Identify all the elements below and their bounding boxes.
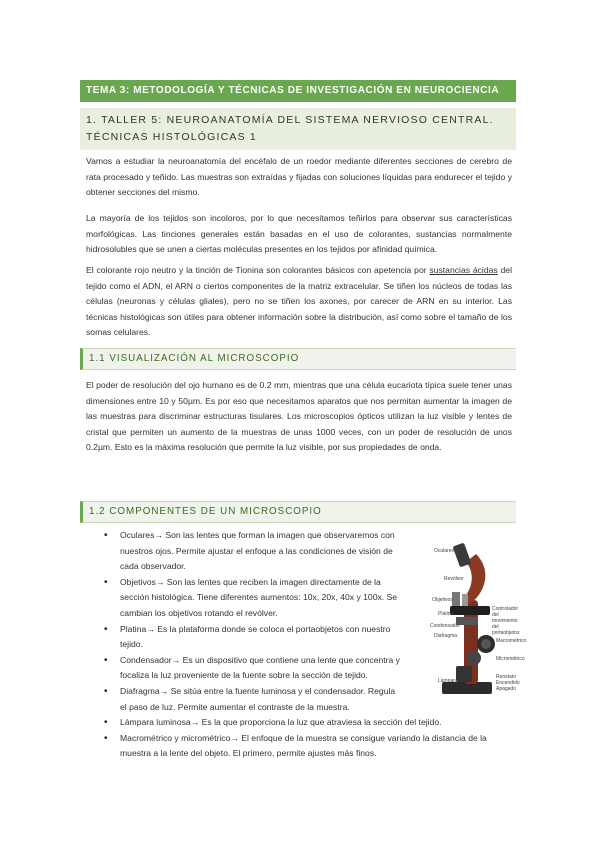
microscope-figure [412,540,527,700]
intro-paragraph-3-end: del tejido como el ADN, el ARN o ciertos componentes de la matriz extracelular. Se tiñen los núcleos de todas las células (neuronas y células gliales), pero no se tiñen los axones, por carecer de ARN en su interior. Las técnicas histológicas son útiles para obtener información sobre la distribución, así como sobre el tamaño de los somas celulares. [86,265,513,338]
list-item: • Oculares→ Son las lentes que forman la imagen que observaremos con nuestros ojos. Permite ajustar el enfoque a las condiciones de visión de cada observador. [104,528,400,575]
list-item: • Lámpara luminosa→ Es la que proporciona la luz que atraviesa la sección del tejido. [104,715,512,731]
list-item: • Platina→ Es la plataforma donde se coloca el portaobjetos con nuestro tejido. [104,622,400,653]
figure-label: Platina [438,611,454,617]
figure-label: Macrométrico [496,638,527,644]
figure-label: Objetivos [432,597,453,603]
figure-label: Condensador [430,623,461,629]
visualizacion-paragraph: El poder de resolución del ojo humano es de 0.2 mm, mientras que una célula eucariota típica suele tener unas dimensiones entre 10 y 50µm. Es por eso que necesitamos aparatos que nos permitan aumentar la imagen de las muestras para discriminar estructuras tisulares. Los microscopios ópticos utilizan la luz visible y lentes de cristal que permiten un aumento de la muestras de unas 1000 veces, con un poder de resolución de unos 0.2µm. Esto es la máxima resolución que permite la luz visible, por sus propiedades de onda. [86,380,512,453]
list-item: • Condensador→ Es un dispositivo que contiene una lente que concentra y focaliza la luz proveniente de la fuente sobre la sección de tejido. [104,653,400,684]
figure-label: Reostato Encendido Apagado [496,674,520,692]
workshop-heading: 1. TALLER 5: NEUROANATOMÍA DEL SISTEMA NERVIOSO CENTRAL. TÉCNICAS HISTOLÓGICAS 1 [80,108,516,150]
section-heading-visualizacion: 1.1 VISUALIZACIÓN AL MICROSCOPIO [80,348,516,370]
list-item: • Diafragma→ Se sitúa entre la fuente luminosa y el condensador. Regula el paso de luz. Permite aumentar el contraste de la muestra. [104,684,400,715]
figure-label: Revólver [444,576,464,582]
intro-paragraph-3-start: El colorante rojo neutro y la tinción de Tionina son colorantes básicos con apetencia por [86,265,430,275]
intro-paragraph-3 [86,263,512,341]
figure-label: Diafragma [434,633,458,639]
figure-label: Lámpara [438,678,458,684]
underlined-term: sustancias ácidas [429,265,498,275]
figure-label: Controlador del movimiento del portaobjetos [492,606,520,636]
list-item: • Objetivos→ Son las lentes que reciben la imagen directamente de la sección histológica. Tiene diferentes aumentos: 10x, 20x, 40x y 100x. Se cambian los objetivos rotando el revólver. [104,575,400,622]
intro-paragraph-1: Vamos a estudiar la neuroanatomía del encéfalo de un roedor mediante diferentes secciones de cerebro de rata procesado y teñido. Las muestras son extraídas y fijadas con soluciones líquidas para endurecer el tejido y obtener secciones del mismo. [86,156,512,198]
section-heading-componentes: 1.2 COMPONENTES DE UN MICROSCOPIO [80,501,516,523]
figure-label: Oculares [434,548,455,554]
intro-paragraph-2: La mayoría de los tejidos son incoloros, por lo que necesitamos teñirlos para observar sus características morfológicas. Las tinciones generales están basadas en el uso de colorantes, sustancias normalmente hidrosolubles que se unen a ciertas moléculas presentes en los tejidos por afinidad química. [86,213,512,255]
figure-label: Micrométrico [496,656,525,662]
list-item: • Macrométrico y micrométrico→ El enfoque de la muestra se consigue variando la distancia de la muestra a la lente del objeto. El primero, permite ajustes más finos. [104,731,512,762]
chapter-heading: TEMA 3: METODOLOGÍA Y TÉCNICAS DE INVESTIGACIÓN EN NEUROCIENCIA [80,80,516,102]
